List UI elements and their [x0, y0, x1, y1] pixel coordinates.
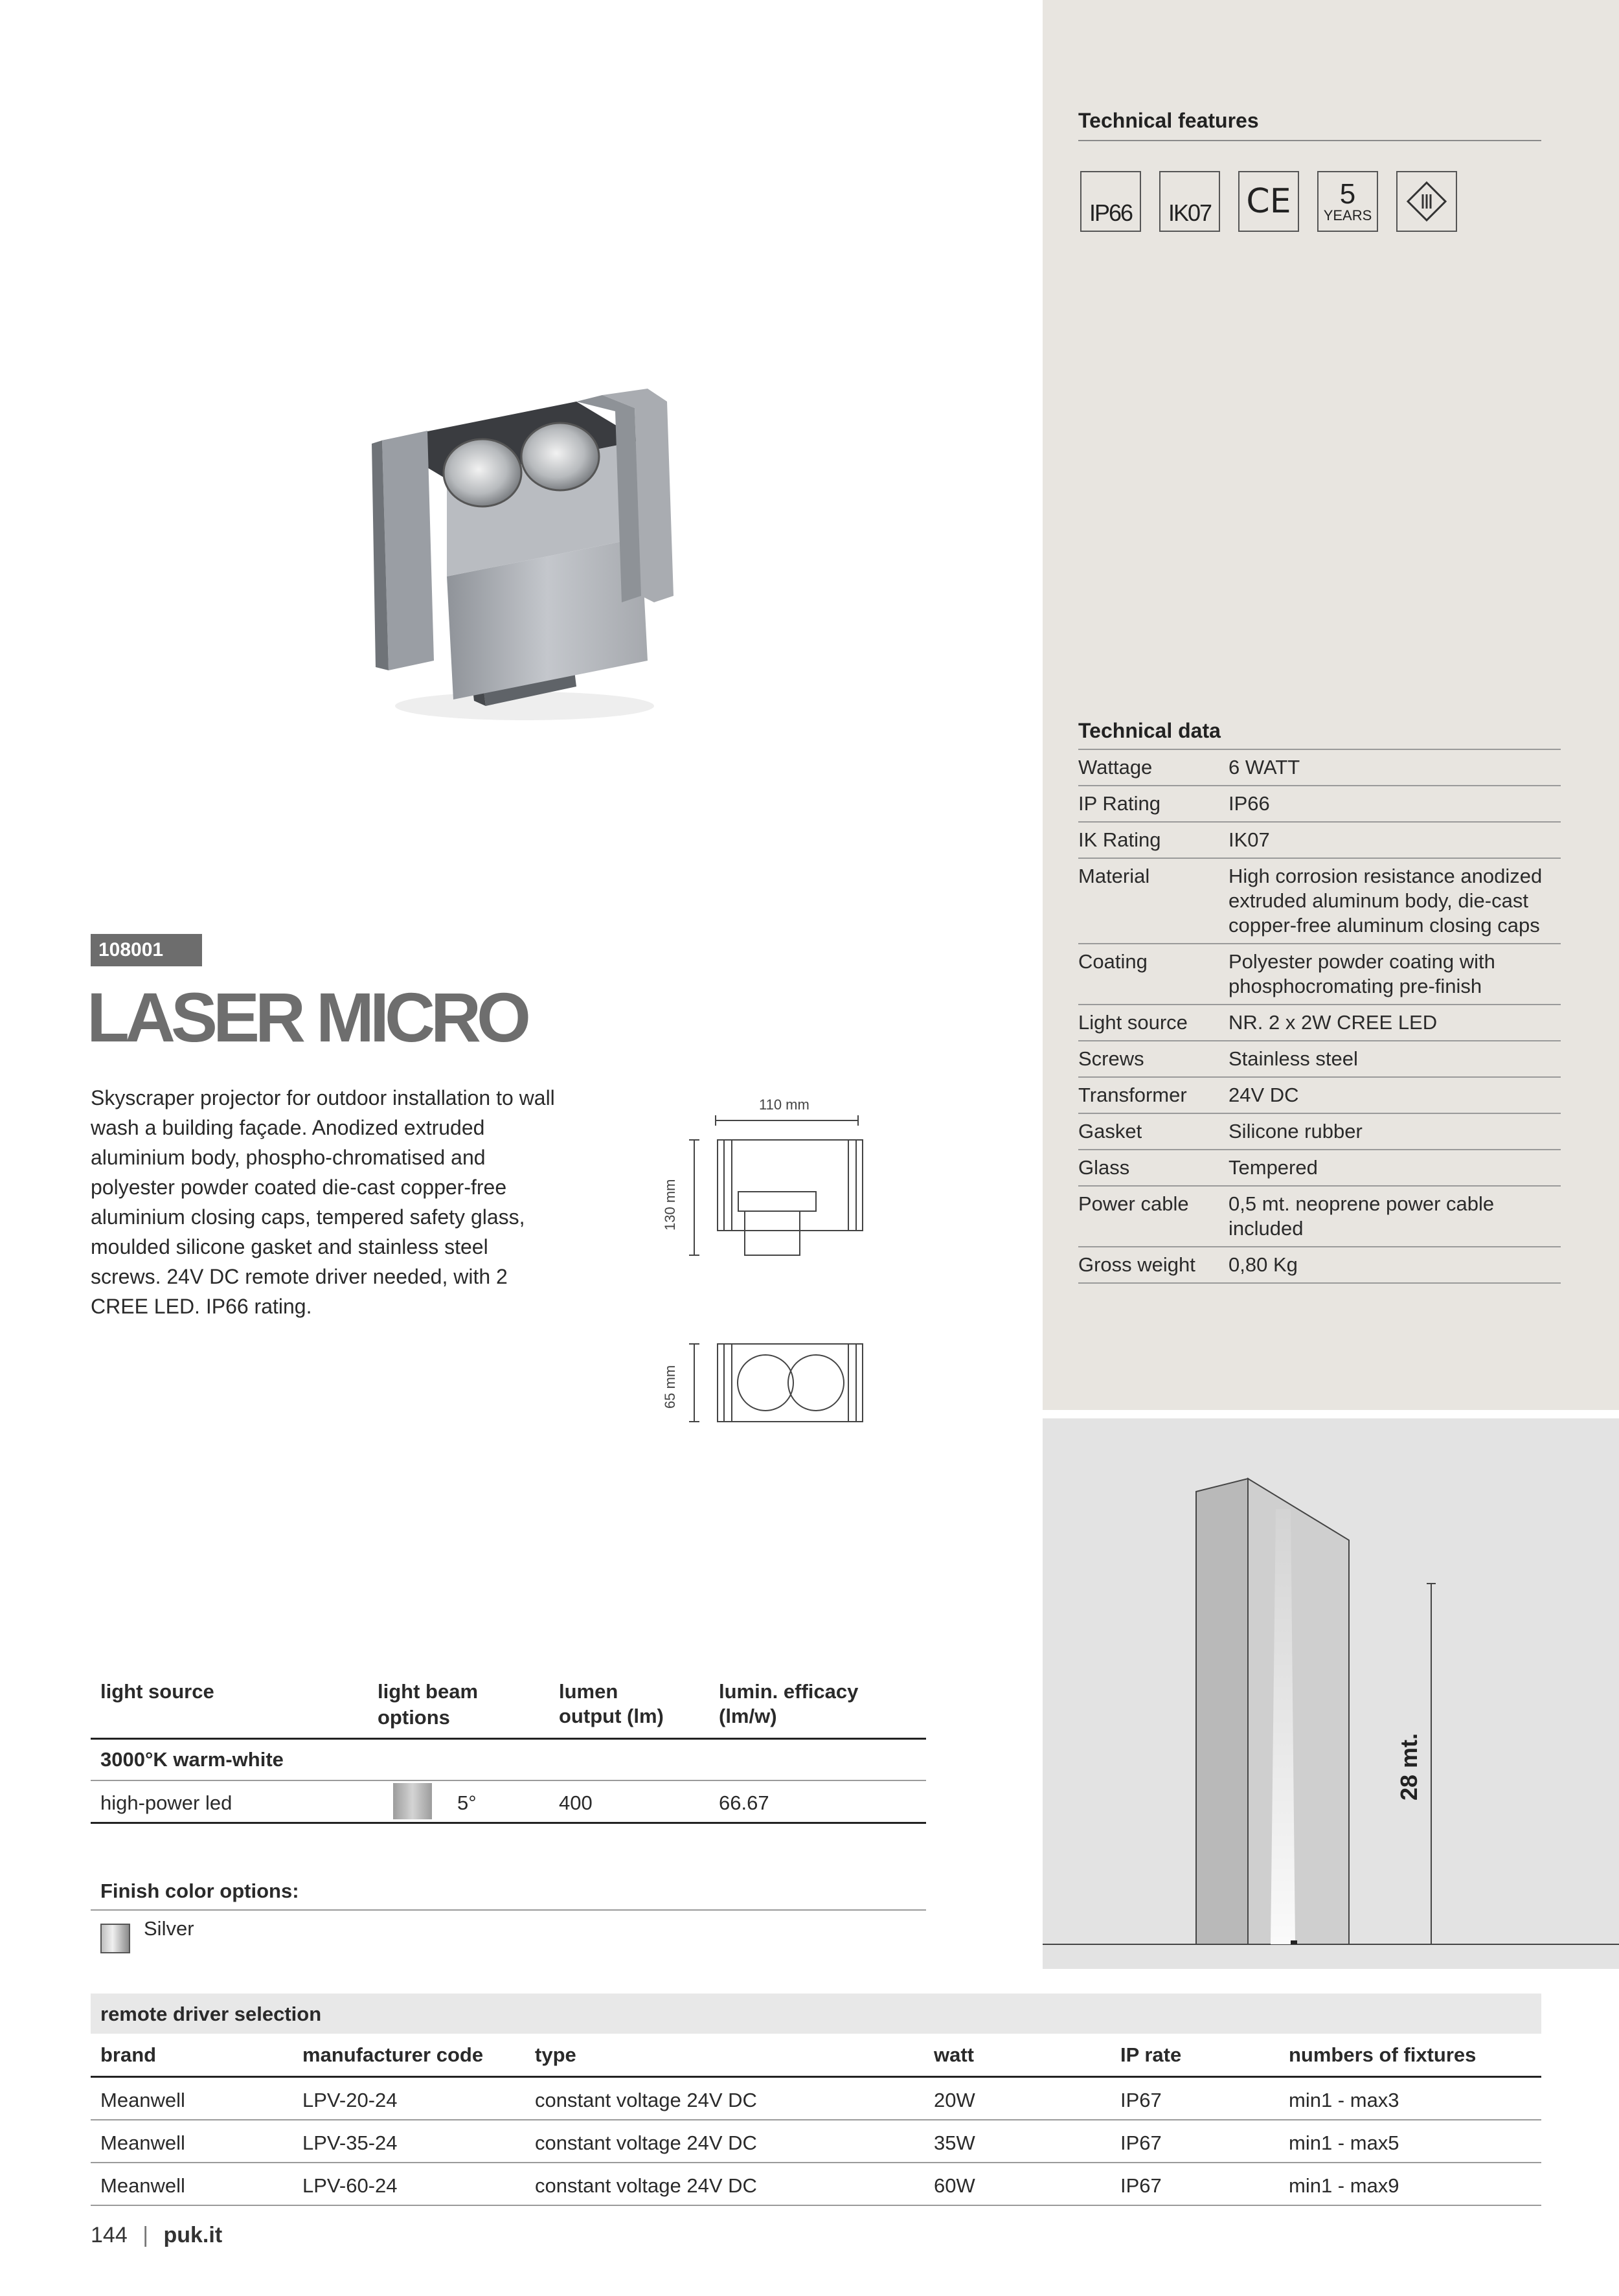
beam-diagram-panel [1043, 1418, 1619, 1969]
product-photo [363, 382, 686, 732]
driver-watt: 35W [934, 2131, 975, 2154]
tech-data-row [1078, 944, 1561, 1005]
tech-data-row [1078, 858, 1561, 944]
height-dimension-label: 130 mm [662, 1179, 678, 1231]
tech-data-value: Silicone rubber [1228, 1113, 1561, 1150]
driver-brand: Meanwell [100, 2174, 185, 2197]
beam-angle-value: 5° [457, 1791, 477, 1814]
tech-data-label: IP Rating [1078, 786, 1228, 822]
tech-data-row [1078, 1186, 1561, 1247]
header-options: options [378, 1706, 450, 1729]
color-temperature-group: 3000°K warm-white [100, 1748, 284, 1771]
tech-data-label: Power cable [1078, 1186, 1228, 1247]
footer-separator: | [142, 2223, 149, 2247]
table-rule [91, 1780, 926, 1781]
tech-data-label: IK Rating [1078, 822, 1228, 858]
header-lumen-output: output (lm) [559, 1705, 664, 1727]
col-ip-rate: IP rate [1120, 2043, 1182, 2066]
tech-data-label: Coating [1078, 944, 1228, 1005]
table-rule [91, 2119, 1541, 2120]
product-code: 108001 [91, 934, 202, 966]
class-iii-icon [1396, 171, 1457, 232]
tech-data-value: Polyester powder coating with phosphocromating pre-finish [1228, 944, 1561, 1005]
driver-fixtures: min1 - max9 [1289, 2174, 1399, 2197]
warranty-years-number: 5 [1339, 178, 1356, 210]
driver-ip: IP67 [1120, 2174, 1162, 2197]
table-rule [91, 1822, 926, 1824]
driver-brand: Meanwell [100, 2089, 185, 2111]
header-light-beam: light beam [378, 1680, 479, 1703]
page-footer [91, 2223, 222, 2248]
technical-data-title: Technical data [1078, 719, 1221, 742]
tech-data-label: Light source [1078, 1005, 1228, 1041]
driver-fixtures: min1 - max3 [1289, 2089, 1399, 2111]
driver-type: constant voltage 24V DC [535, 2174, 757, 2197]
col-manufacturer-code: manufacturer code [302, 2043, 484, 2066]
tech-data-row [1078, 786, 1561, 822]
website-link[interactable]: puk.it [163, 2223, 223, 2247]
depth-dimension-label: 65 mm [662, 1365, 678, 1409]
technical-features-title: Technical features [1078, 109, 1259, 132]
ip66-badge: IP66 [1080, 171, 1141, 232]
tech-data-value: 6 WATT [1228, 750, 1561, 786]
tech-data-value: Stainless steel [1228, 1041, 1561, 1077]
table-rule [91, 2076, 1541, 2078]
header-light-source: light source [100, 1680, 214, 1703]
dimension-drawing [654, 1095, 874, 1431]
technical-data-table [1078, 750, 1561, 1284]
header-efficacy-unit: (lm/w) [719, 1705, 777, 1727]
header-efficacy: lumin. efficacy [719, 1680, 859, 1703]
col-brand: brand [100, 2043, 157, 2066]
product-title: LASER MICRO [87, 978, 526, 1056]
tech-data-label: Wattage [1078, 750, 1228, 786]
light-source-value: high-power led [100, 1791, 232, 1814]
finish-title: Finish color options: [100, 1880, 299, 1902]
table-rule [91, 1738, 926, 1740]
tech-data-value: 0,80 Kg [1228, 1247, 1561, 1283]
driver-type: constant voltage 24V DC [535, 2089, 757, 2111]
driver-watt: 60W [934, 2174, 975, 2197]
driver-code: LPV-20-24 [302, 2089, 398, 2111]
ik07-badge: IK07 [1159, 171, 1220, 232]
table-rule [91, 1909, 926, 1911]
warranty-badge [1317, 171, 1378, 232]
page-number: 144 [91, 2223, 128, 2247]
tech-data-value: 0,5 mt. neoprene power cable included [1228, 1186, 1561, 1247]
tech-data-label: Glass [1078, 1150, 1228, 1186]
tech-data-label: Transformer [1078, 1077, 1228, 1113]
lumen-value: 400 [559, 1791, 593, 1814]
driver-brand: Meanwell [100, 2131, 185, 2154]
divider [1078, 140, 1541, 141]
tech-data-label: Material [1078, 858, 1228, 944]
tech-data-row [1078, 1077, 1561, 1113]
tech-data-row [1078, 1113, 1561, 1150]
tech-data-value: Tempered [1228, 1150, 1561, 1186]
tech-data-value: High corrosion resistance anodized extruded aluminum body, die-cast copper-free aluminum closing caps [1228, 858, 1561, 944]
table-rule [91, 2162, 1541, 2163]
tech-data-label: Screws [1078, 1041, 1228, 1077]
efficacy-value: 66.67 [719, 1791, 769, 1814]
driver-ip: IP67 [1120, 2131, 1162, 2154]
beam-height-label: 28 mt. [1396, 1733, 1422, 1801]
beam-angle-icon [393, 1783, 432, 1819]
tech-data-value: IK07 [1228, 822, 1561, 858]
tech-data-row [1078, 1041, 1561, 1077]
col-watt: watt [934, 2043, 974, 2066]
width-dimension-label: 110 mm [759, 1097, 809, 1113]
tech-data-row [1078, 750, 1561, 786]
driver-ip: IP67 [1120, 2089, 1162, 2111]
tech-data-label: Gross weight [1078, 1247, 1228, 1283]
tech-data-row [1078, 1005, 1561, 1041]
driver-watt: 20W [934, 2089, 975, 2111]
warranty-years-word: YEARS [1323, 207, 1372, 223]
table-rule [91, 2205, 1541, 2206]
silver-swatch [100, 1924, 130, 1953]
tech-data-row [1078, 1150, 1561, 1186]
tech-data-row [1078, 1247, 1561, 1283]
driver-code: LPV-35-24 [302, 2131, 398, 2154]
tech-data-value: NR. 2 x 2W CREE LED [1228, 1005, 1561, 1041]
tech-data-value: 24V DC [1228, 1077, 1561, 1113]
tech-data-label: Gasket [1078, 1113, 1228, 1150]
col-type: type [535, 2043, 576, 2066]
driver-type: constant voltage 24V DC [535, 2131, 757, 2154]
col-fixtures: numbers of fixtures [1289, 2043, 1477, 2066]
tech-data-row [1078, 822, 1561, 858]
tech-data-value: IP66 [1228, 786, 1561, 822]
finish-color-label: Silver [144, 1917, 194, 1940]
header-lumen: lumen [559, 1680, 618, 1703]
driver-fixtures: min1 - max5 [1289, 2131, 1399, 2154]
product-description: Skyscraper projector for outdoor installation to wall wash a building façade. Anodized extruded aluminium body, phospho-chromatised and polyester powder coated die-cast copper-free aluminium closing caps, tempered safety glass, moulded silicone gasket and stainless steel screws. 24V DC remote driver needed, with 2 CREE LED. IP66 rating. [91, 1086, 555, 1318]
driver-code: LPV-60-24 [302, 2174, 398, 2197]
ce-badge: CE [1238, 171, 1299, 232]
remote-driver-title: remote driver selection [100, 2003, 322, 2025]
